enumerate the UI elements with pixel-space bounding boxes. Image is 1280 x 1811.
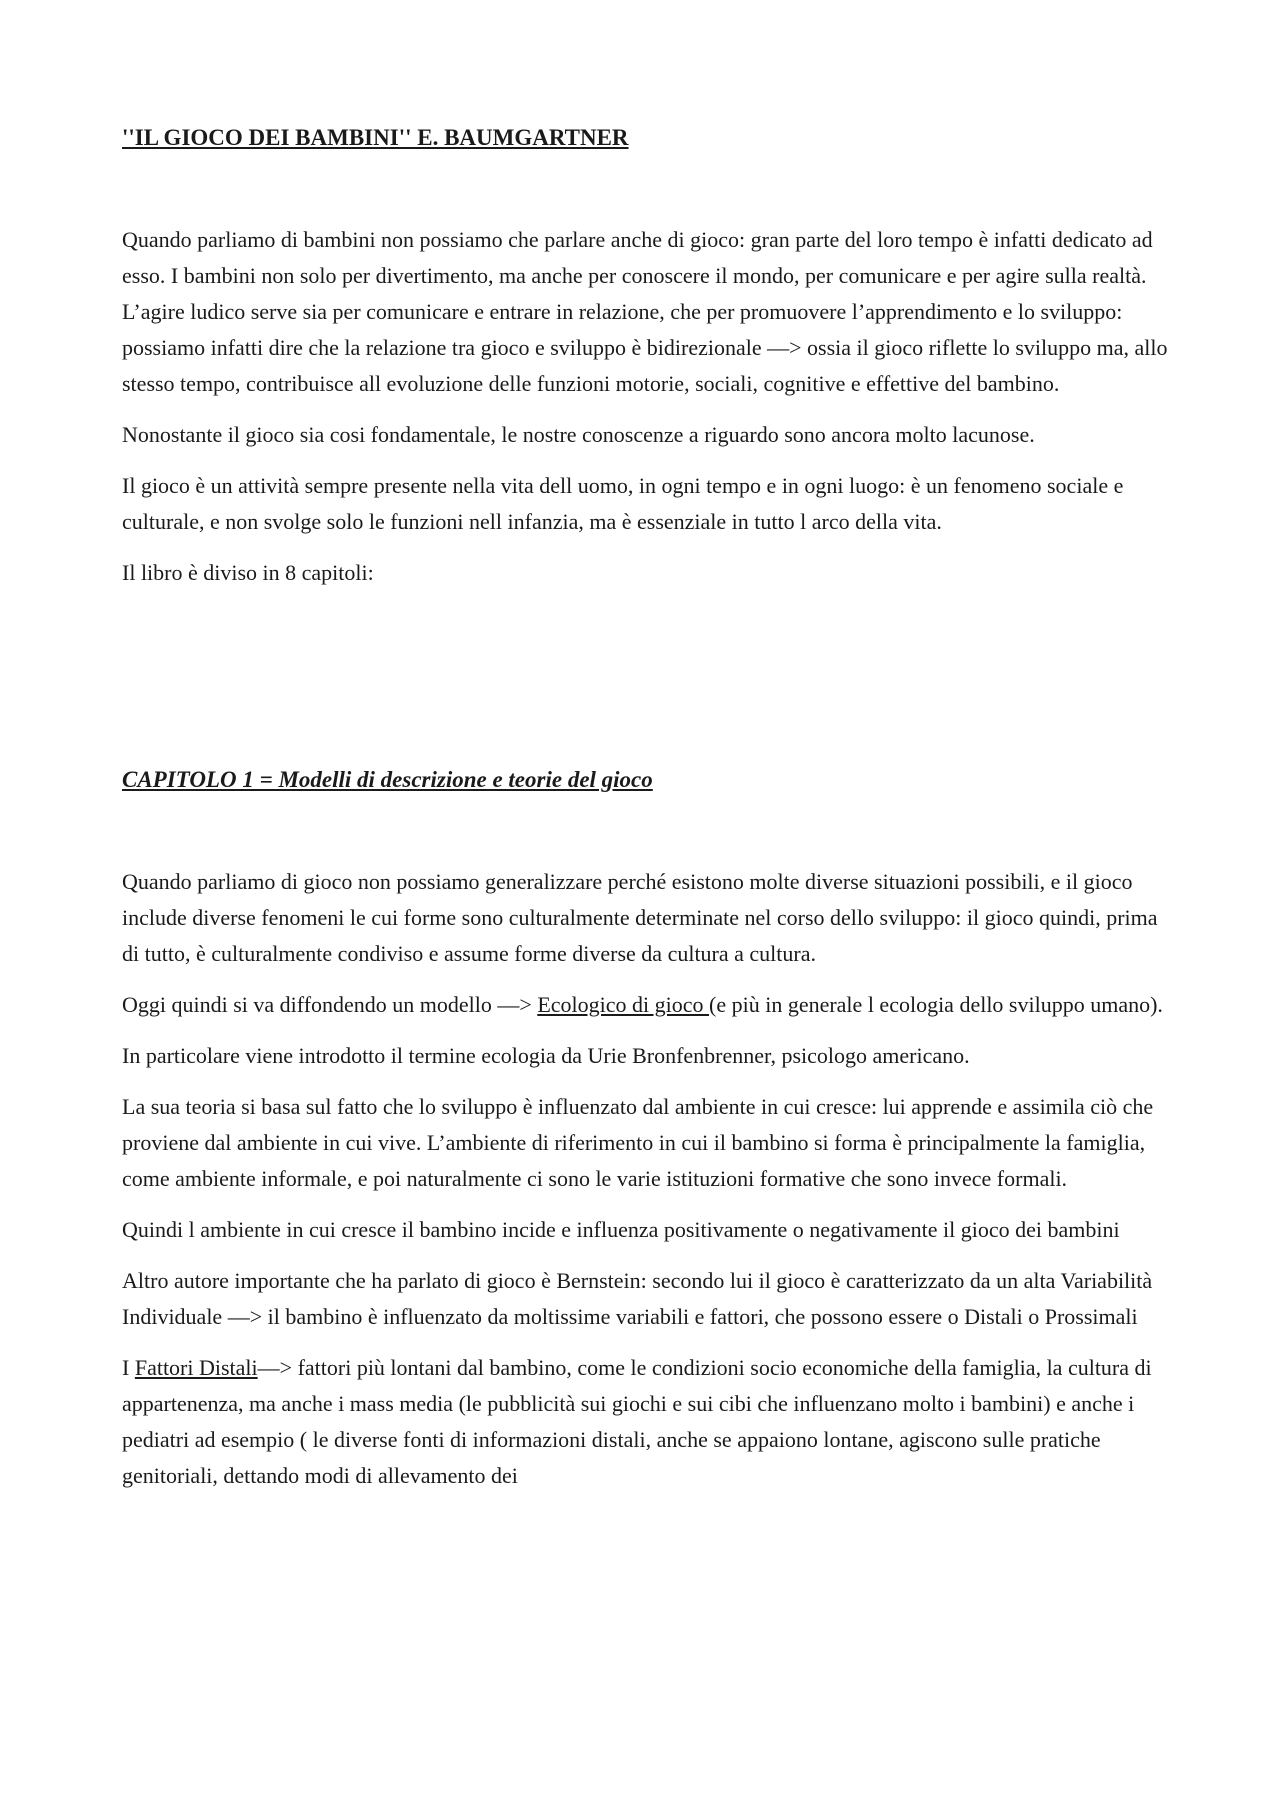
intro-paragraph-3: Il gioco è un attività sempre presente nella vita dell uomo, in ogni tempo e in ogni luogo: è un fenomeno sociale e culturale, e non svolge solo le funzioni nell infanzia, ma è essenziale in tutto l arco della vita.	[122, 473, 1124, 534]
chapter-1-paragraph-4: La sua teoria si basa sul fatto che lo sviluppo è influenzato dal ambiente in cui cresce: lui apprende e assimila ciò che proviene dal ambiente in cui vive. L’ambiente di riferimento in cui il bambino si forma è principalmente la famiglia, come ambiente informale, e poi naturalmente ci sono le varie istituzioni formative che sono invece formali.	[122, 1094, 1154, 1191]
chapter-1-paragraph-7	[122, 1350, 1172, 1494]
fattori-distali-term: Fattori Distali	[134, 1355, 258, 1380]
chapter-1-section	[122, 864, 1172, 1509]
paragraph-text: (e più in generale l ecologia dello sviluppo umano).	[709, 992, 1163, 1017]
ecologico-di-gioco-term: Ecologico di gioco	[537, 992, 709, 1017]
paragraph-text: Oggi quindi si va diffondendo un modello —>	[122, 992, 538, 1017]
document-title: ''IL GIOCO DEI BAMBINI'' E. BAUMGARTNER	[122, 125, 629, 150]
intro-paragraph-1: Quando parliamo di bambini non possiamo che parlare anche di gioco: gran parte del loro tempo è infatti dedicato ad esso. I bambini non solo per divertimento, ma anche per conoscere il mondo, per comunicare e per agire sulla realtà. L’agire ludico serve sia per comunicare e entrare in relazione, che per promuovere l’apprendimento e lo sviluppo: possiamo infatti dire che la relazione tra gioco e sviluppo è bidirezionale —> ossia il gioco riflette lo sviluppo ma, allo stesso tempo, contribuisce all evoluzione delle funzioni motorie, sociali, cognitive e effettive del bambino.	[122, 227, 1168, 396]
intro-paragraph-2: Nonostante il gioco sia cosi fondamentale, le nostre conoscenze a riguardo sono ancora molto lacunose.	[122, 422, 1035, 447]
paragraph-text: I	[122, 1355, 135, 1380]
paragraph-text: —> fattori più lontani dal bambino, come le condizioni socio economiche della famiglia, la cultura di appartenenza, ma anche i mass media (le pubblicità sui giochi e sui cibi che influenzano molto i bambini) e anche i pediatri ad esempio ( le diverse fonti di informazioni distali, anche se appaiono lontane, agiscono sulle pratiche genitoriali, dettando modi di allevamento dei	[122, 1355, 1152, 1488]
chapter-1-paragraph-5: Quindi l ambiente in cui cresce il bambino incide e influenza positivamente o negativamente il gioco dei bambini	[122, 1217, 1120, 1242]
chapter-1-title: CAPITOLO 1 = Modelli di descrizione e teorie del gioco	[122, 767, 653, 792]
intro-section	[122, 222, 1172, 606]
chapter-1-paragraph-6: Altro autore importante che ha parlato di gioco è Bernstein: secondo lui il gioco è caratterizzato da un alta Variabilità Individuale —> il bambino è influenzato da moltissime variabili e fattori, che possono essere o Distali o Prossimali	[122, 1268, 1153, 1329]
chapter-1-paragraph-2	[122, 987, 1172, 1023]
chapter-1-paragraph-3: In particolare viene introdotto il termine ecologia da Urie Bronfenbrenner, psicologo americano.	[122, 1043, 970, 1068]
intro-paragraph-4: Il libro è diviso in 8 capitoli:	[122, 560, 374, 585]
chapter-1-paragraph-1: Quando parliamo di gioco non possiamo generalizzare perché esistono molte diverse situazioni possibili, e il gioco include diverse fenomeni le cui forme sono culturalmente determinate nel corso dello sviluppo: il gioco quindi, prima di tutto, è culturalmente condiviso e assume forme diverse da cultura a cultura.	[122, 869, 1158, 966]
